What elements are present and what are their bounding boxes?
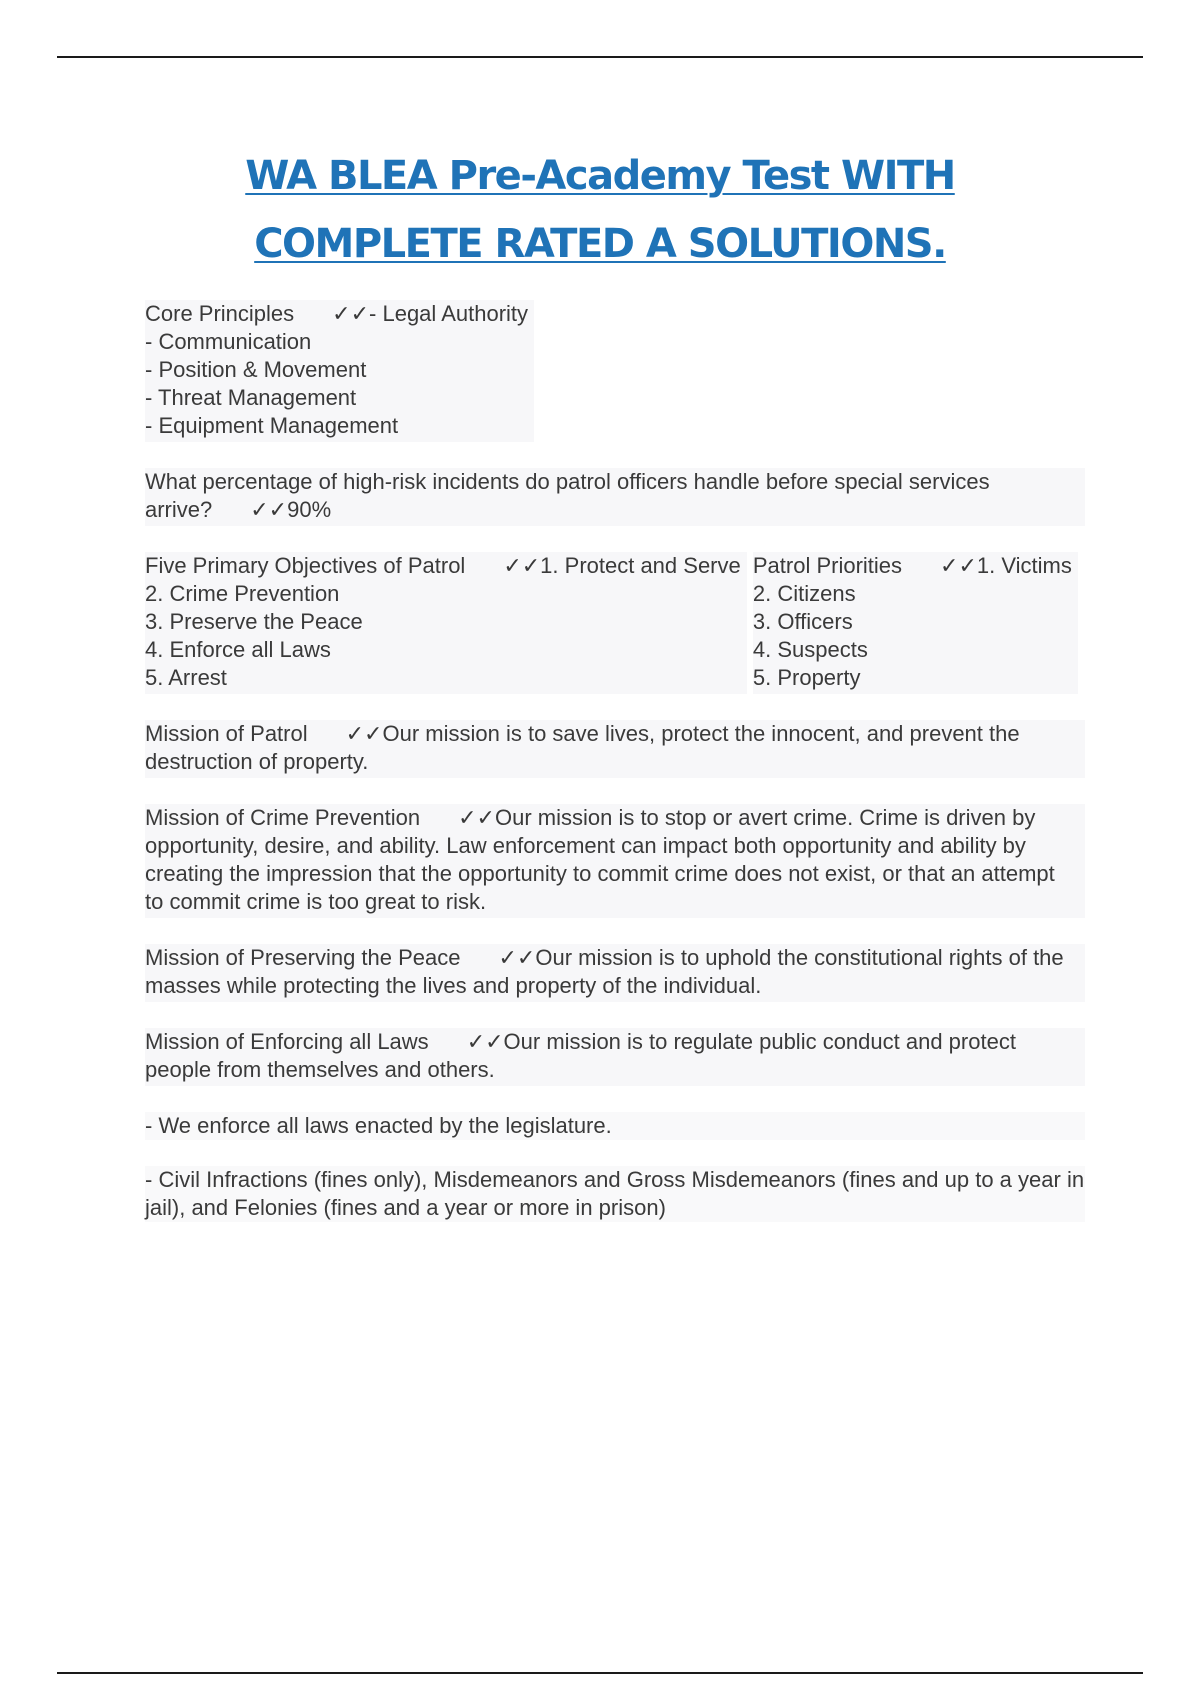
answer-text: ✓✓Our mission is to stop or avert crime. Crime is driven by opportunity, desire, and ability. Law enforcement can impact both opportunity and ability by creating the impression that the opportunity to commit crime does not exist, or that an attempt to commit crime is too great to risk. xyxy=(145,805,1055,914)
question-text: What percentage of high-risk incidents do patrol officers handle before special services arrive? xyxy=(145,469,990,522)
title-line-1: WA BLEA Pre-Academy Test WITH xyxy=(245,153,955,199)
footer-rule xyxy=(57,1672,1143,1674)
answer-text: ✓✓Our mission is to save lives, protect the innocent, and prevent the destruction of property. xyxy=(145,721,1020,774)
question-text: Core Principles xyxy=(145,301,295,326)
answer-line: 5. Property xyxy=(752,665,861,690)
answer-text: ✓✓1. Victims xyxy=(940,553,1072,578)
answer-line: 2. Citizens xyxy=(752,581,856,606)
qa-item-patrol-priorities xyxy=(753,552,1078,694)
title-line-2: COMPLETE RATED A SOLUTIONS. xyxy=(254,221,946,267)
answer-line: 3. Officers xyxy=(752,609,853,634)
question-text: Patrol Priorities xyxy=(752,553,903,578)
qa-list xyxy=(145,300,1085,1248)
header-rule xyxy=(57,56,1143,58)
answer-text: ✓✓Our mission is to uphold the constitutional rights of the masses while protecting the lives and property of the individual. xyxy=(145,945,1064,998)
qa-item-patrol-objectives xyxy=(145,552,747,694)
answer-text: ✓✓90% xyxy=(250,497,332,522)
question-text: Mission of Enforcing all Laws xyxy=(145,1029,429,1054)
note-paragraph: - Civil Infractions (fines only), Misdemeanors and Gross Misdemeanors (fines and up to a year in jail), and Felonies (fines and a year or more in prison) xyxy=(145,1167,1085,1220)
qa-item-mission-enforcing-laws xyxy=(145,1028,1085,1086)
qa-item-high-risk-percentage xyxy=(145,468,1085,526)
answer-text: ✓✓- Legal Authority xyxy=(332,301,529,326)
answer-text: ✓✓1. Protect and Serve xyxy=(503,553,741,578)
answer-line: - Threat Management xyxy=(145,385,357,410)
answer-text: ✓✓Our mission is to regulate public conduct and protect people from themselves and others. xyxy=(145,1029,1016,1082)
note-paragraph: - We enforce all laws enacted by the legislature. xyxy=(145,1112,1085,1140)
answer-line: 4. Suspects xyxy=(752,637,868,662)
answer-line: - Communication xyxy=(145,329,312,354)
qa-item-mission-of-patrol xyxy=(145,720,1085,778)
question-text: Mission of Patrol xyxy=(145,721,308,746)
answer-line: - Position & Movement xyxy=(145,357,367,382)
answer-line: 2. Crime Prevention xyxy=(145,581,340,606)
answer-line: 5. Arrest xyxy=(145,665,227,690)
qa-item-mission-preserving-peace xyxy=(145,944,1085,1002)
answer-line: 3. Preserve the Peace xyxy=(145,609,363,634)
question-text: Five Primary Objectives of Patrol xyxy=(145,553,466,578)
answer-line: - Equipment Management xyxy=(145,413,399,438)
qa-item-core-principles xyxy=(145,300,534,442)
qa-item-mission-crime-prevention xyxy=(145,804,1085,918)
answer-line: 4. Enforce all Laws xyxy=(145,637,331,662)
document-title xyxy=(0,142,1200,278)
question-text: Mission of Preserving the Peace xyxy=(145,945,461,970)
question-text: Mission of Crime Prevention xyxy=(145,805,421,830)
